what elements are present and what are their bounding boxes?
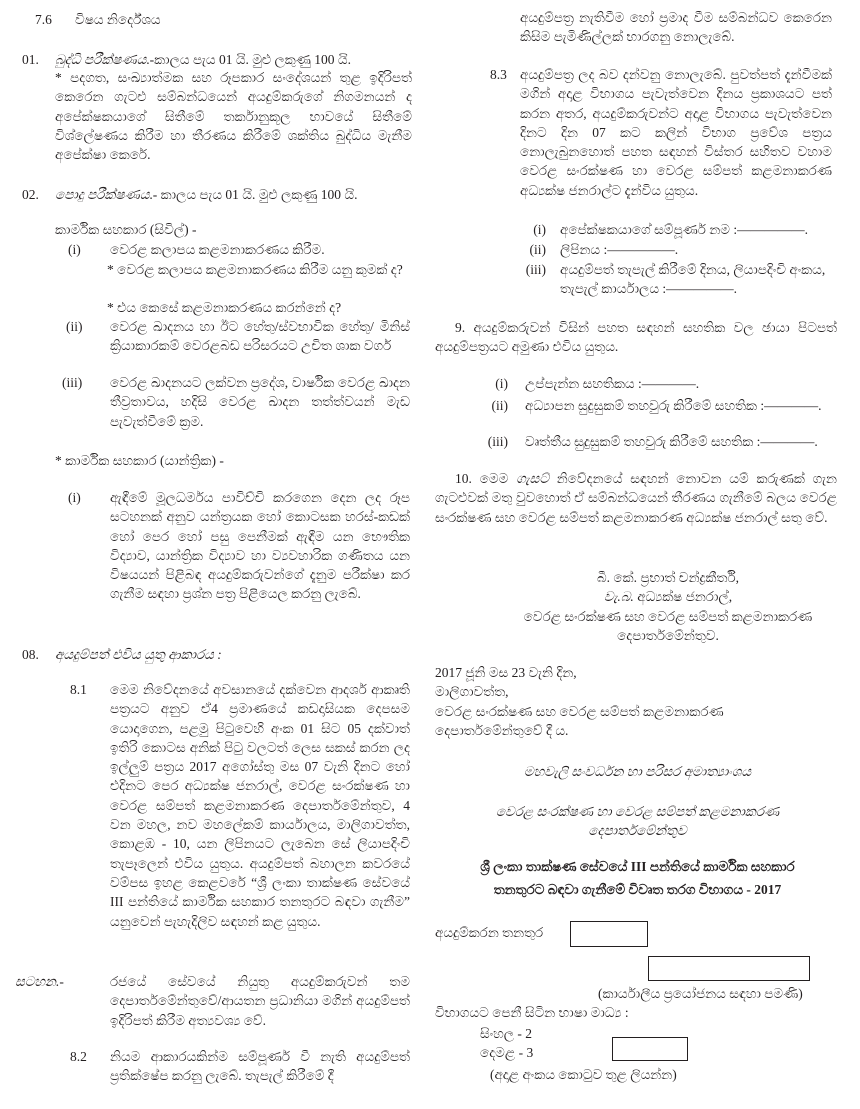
section-10-body-end: නිවේදනයේ සඳහන් නොවන යම් කරුණක් ගැන ගැටළුවක් මතු වුවහොත් ඒ සම්බන්ධයෙන් තීරණය ගැනීමේ බලය වෙරළ සංරක්ෂණ සහ වෙරළ සම්පත් කළමනාකරණ අධ්‍යක්ෂ ජනරාල් සතු වේ. (435, 471, 838, 525)
note-label: සටහන.- (15, 974, 64, 989)
section-09-item-3-number: (iii) (487, 434, 508, 449)
section-08-number: 08. (22, 647, 39, 662)
signatory-title (500, 587, 836, 606)
para-8-3-item-3-number: (iii) (525, 262, 546, 277)
dated-line-2: මාලිගාවත්ත, (435, 684, 509, 700)
post-applied-label: අයදුම්කරන තනතුර (435, 925, 544, 940)
section-01-heading-rest: .-කාලය පැය 01 යි. මුළු ලකුණු 100 යි. (146, 52, 351, 67)
para-8-3-item-3-text: අයදුම්පත් තැපැල් කිරීමේ දිනය, ලියාපදිංචි අංකය, තැපැල් කාර්යාලය :—————. (560, 262, 826, 297)
section-10-body-italic: ගැසට් (516, 471, 549, 486)
para-8-3-item-1-text: අපේක්ෂකයාගේ සම්පූර්ණ නම :—————. (560, 222, 808, 237)
section-09-item-1-text: උප්පැන්න සහතිකය :————. (525, 376, 700, 391)
civil-title: කාර්මික සහකාර (සිවිල්) - (55, 222, 197, 237)
medium-instruction: (අදාළ අංකය කොටුව තුළ ලියන්න) (490, 1067, 677, 1082)
para-8-2-continued: අයදුම්පත්‍ර නැතිවීම හෝ ප්‍රමාද වීම සම්බන්ධව කෙරෙන කිසිම පැමිණිල්ලක් භාරගනු නොලැබේ. (520, 10, 832, 45)
section-08-heading: අයදුම්පත් එවිය යුතු ආකාරය : (55, 647, 222, 662)
medium-option-sinhala: සිංහල - 2 (480, 1026, 533, 1041)
ministry-name: මහවැලි සංවර්ධන හා පරිසර අමාත්‍යාංශය (523, 764, 752, 779)
exam-title (435, 855, 840, 901)
section-09-body: අයදුම්කරුවන් විසින් පහත සඳහන් සහතික වල ඡායා පිටපත් අයදුම්පත්‍රයට අමුණා එවිය යුතුය. (435, 320, 838, 355)
post-applied-box (570, 921, 648, 947)
signatory-name: බී. කේ. ප්‍රභාත් චන්ද්‍රකීර්ති, (597, 570, 739, 585)
section-01-heading-title: බුද්ධි පරීක්ෂණය (55, 52, 147, 67)
section-7-6-title: විෂය නිර්දේශය (75, 12, 161, 27)
para-8-2-number: 8.2 (70, 1049, 87, 1064)
section-10-body-start: මෙම (479, 471, 517, 486)
dated-line-3: වෙරළ සංරක්ෂණ සහ වෙරළ සම්පත් කළමනාකරණ (435, 703, 724, 719)
office-use-note: (කාර්යාලීය ප්‍රයෝජනය සඳහා පමණි) (598, 986, 803, 1001)
civil-item-2-text: වෙරළ ඛාදනය හා ඊට හේතු/ස්වභාවික හේතු/ මිනිස් ක්‍රියාකාරකම් වෙරළබඩ පරිසරයට උචිත ශාක වර්ග (110, 319, 410, 354)
section-01-body: * පදගත, සංඛ්‍යාත්මක සහ රූපකාර සංදේශයන් තුළ ඉදිරිපත් කෙරෙන ගැටළු සම්බන්ධයෙන් අයදුම්කරුගේ නිගමනයන් ද අපේක්ෂකයාගේ සිතීමේ තර්කානුකූල භාවයේ සිතීමේ විශ්ලේෂණය කිරීම හා තීරණය කිරීමේ ශක්තිය බුද්ධිය මැනීම අපේක්ෂා කෙරේ. (55, 70, 412, 163)
section-01-number: 01. (22, 52, 39, 67)
section-09-number: 9. (455, 320, 466, 335)
signature-block (500, 568, 836, 645)
section-02-heading (55, 185, 415, 204)
mechanical-item-1-text: ඇඳීමේ මූලධර්මය පාවිච්චි කරගෙන දෙන ලද රූප සටහනක් අනුව යන්ත්‍රයක හෝ කොටසක හරස්-කඩක් හෝ පෙර හෝ පසු පෙනීමක් ඇඳීම යන භෞතික විද්‍යාව, යාන්ත්‍රික විද්‍යාව හා ව්‍යවහාරික ගණිතය යන විෂයයන් පිළිබඳ අයදුම්කරුවන්ගේ දැනුම පරීක්ෂා කර ගැනීම සඳහා ප්‍රශ්න පත්‍ර පිළියෙල කරනු ලැබේ. (110, 490, 410, 602)
para-8-3-item-2-number: (ii) (529, 242, 546, 257)
civil-item-3-text: වෙරළ ඛාදනයට ලක්වන ප්‍රදේශ, වාර්ෂික වෙරළ ඛාදන තීව්‍රතාවය, හදිසි වෙරළ ඛාදන තත්ත්වයන් මැඩ පැවැත්වීමේ ක්‍රම. (110, 375, 410, 429)
exam-title-line-2: තනතුරට බඳවා ගැනීමේ විවෘත තරග විභාගය - 2017 (493, 882, 782, 897)
dated-line-1: 2017 ජූනි මස 23 වැනි දින, (435, 665, 577, 680)
note-text: රජයේ සේවයේ නියුතු අයදුම්කරුවන් තම දෙපාර්තමේන්තුවේ/ආයතන ප්‍රධානියා මගින් අයදුම්පත් ඉදිරිපත් කිරීම අත්‍යවශ්‍ය වේ. (110, 974, 410, 1028)
dated-line-4: දෙපාර්තමේන්තුවේ දී ය. (435, 722, 569, 738)
civil-item-1-sub-2: * එය කෙසේ කළමනාකරණය කරන්නේ ද? (107, 300, 342, 315)
signatory-dept-line-1: වෙරළ සංරක්ෂණ සහ වෙරළ සම්පත් කළමනාකරණ (523, 608, 813, 624)
signatory-dept-line-2: දෙපාර්තමේන්තුව. (617, 627, 719, 643)
para-8-1-number: 8.1 (70, 682, 87, 697)
para-8-3-item-1-number: (i) (533, 222, 546, 237)
signatory-title-abbr: වැ.බ. (603, 589, 634, 605)
section-01-heading (55, 50, 415, 69)
section-09-item-2-text: අධ්‍යාපන සුදුසුකම් තහවුරු කිරීමේ සහතික :————. (525, 398, 822, 413)
para-8-3-number: 8.3 (490, 67, 507, 82)
civil-item-1-sub-1: * වෙරළ කලාපය කළමනාකරණය කිරීම යනු කුමක් ද? (107, 262, 403, 277)
section-09-item-1-number: (i) (495, 376, 508, 391)
section-09-text (435, 318, 837, 357)
civil-item-3-number: (iii) (62, 375, 83, 390)
section-09-item-3-text: වෘත්තීය සුදුසුකම් තහවුරු කිරීමේ සහතික :————. (525, 434, 818, 449)
signatory-title-text: අධ්‍යක්ෂ ජනරාල්, (633, 589, 733, 605)
section-02-number: 02. (22, 187, 39, 202)
exam-title-line-1: ශ්‍රී ලංකා තාක්ෂණ සේවයේ III පන්තියේ කාර්මික සහකාර (480, 859, 795, 874)
department-name (435, 802, 840, 841)
dated-block (435, 663, 835, 740)
civil-item-1-text: වෙරළ කලාපය කළමනාකරණය කිරීම. (110, 242, 325, 257)
mechanical-item-1-number: (i) (68, 490, 81, 505)
section-10-number: 10. (455, 471, 472, 486)
section-7-6-number: 7.6 (35, 12, 52, 27)
department-line-1: වෙරළ සංරක්ෂණ හා වෙරළ සම්පත් කළමනාකරණ (495, 804, 780, 819)
para-8-3-text: අයදුම්පත්‍ර ලද බව දන්වනු නොලැබේ. පුවත්පත් දැන්වීමක් මගින් අදාළ විභාගය පැවැත්වෙන දිනය ප්‍රකාශයට පත් කරන අතර, අයදුම්කරුවන්ට අදාළ විභාගය පැවැත්වෙන දිනට දින 07 කට කලින් විභාග ප්‍රවේශ පත්‍රය නොලැබුනහොත් පහත සඳහන් විස්තර සහිතව වහාම වෙරළ සංරක්ෂණ හා වෙරළ සම්පත් කළමනාකරණ අධ්‍යක්ෂ ජනරාල්ට දැන්විය යුතුය. (520, 67, 832, 198)
para-8-3-item-2-text: ලිපිනය :—————. (560, 242, 679, 257)
civil-item-1-number: (i) (68, 242, 81, 257)
medium-option-tamil: දෙමළ - 3 (480, 1045, 534, 1060)
para-8-1-text: මෙම නිවේදනයේ අවසානයේ දක්වෙන ආදර්ශ ආකෘති පත්‍රයට අනුව ඒ4 ප්‍රමාණයේ කඩදාසියක දෙපසම යොදාගෙන, පළමු පිටුවෙහි අංක 01 සිට 05 දක්වාත් ඉතිරි කොටස අනික් පිටු වලටත් ලෙස සකස් කරන ලද ඉල්ලුම් පත්‍රය 2017 අගෝස්තු මස 07 වැනි දිනට හෝ එදිනට පෙර අධ්‍යක්ෂ ජනරාල්, වෙරළ සංරක්ෂණ හා වෙරළ සම්පත් කළමනාකරණ දෙපාර්තමේන්තුව, 4 වන මහල, නව මහලේකම් කාර්යාලය, මාලිගාවත්ත, කොළඹ - 10, යන ලිපිනයට ලැබෙන සේ ලියාපදිංචි තැපෑලෙන් එවිය යුතුය. අයදුම්පත් බහාලන කවරයේ වම්පස ඉහළ කෙළවරේ “ශ්‍රී ලංකා තාක්ෂණ සේවයේ III පන්තියේ කාර්මික සහකාර තනතුරට බඳවා ගැනීම” යනුවෙන් පැහැදිලිව සඳහන් කළ යුතුය. (110, 682, 410, 929)
medium-label: විභාගයට පෙනී සිටින භාෂා මාධ්‍ය : (435, 1005, 629, 1020)
section-02-heading-rest: .- කාලය පැය 01 යි. මුළු ලකුණු 100 යි. (149, 187, 358, 202)
medium-box (612, 1037, 688, 1061)
section-09-item-2-number: (ii) (491, 398, 508, 413)
civil-item-2-number: (ii) (66, 319, 83, 334)
department-line-2: දෙපාර්තමේන්තුව (588, 823, 687, 839)
para-8-2-text: නියම ආකාරයකින්ම සම්පූර්ණ වී නැති අයදුම්පත් ප්‍රතික්ෂේප කරනු ලැබේ. තැපැල් කිරීමේ දී (110, 1049, 410, 1084)
mechanical-title: * කාර්මික සහකාර (යාන්ත්‍රික) - (55, 453, 224, 468)
section-02-heading-title: පොදු පරීක්ෂණය (55, 187, 150, 202)
office-use-box (648, 956, 810, 981)
section-10-text (435, 469, 837, 527)
